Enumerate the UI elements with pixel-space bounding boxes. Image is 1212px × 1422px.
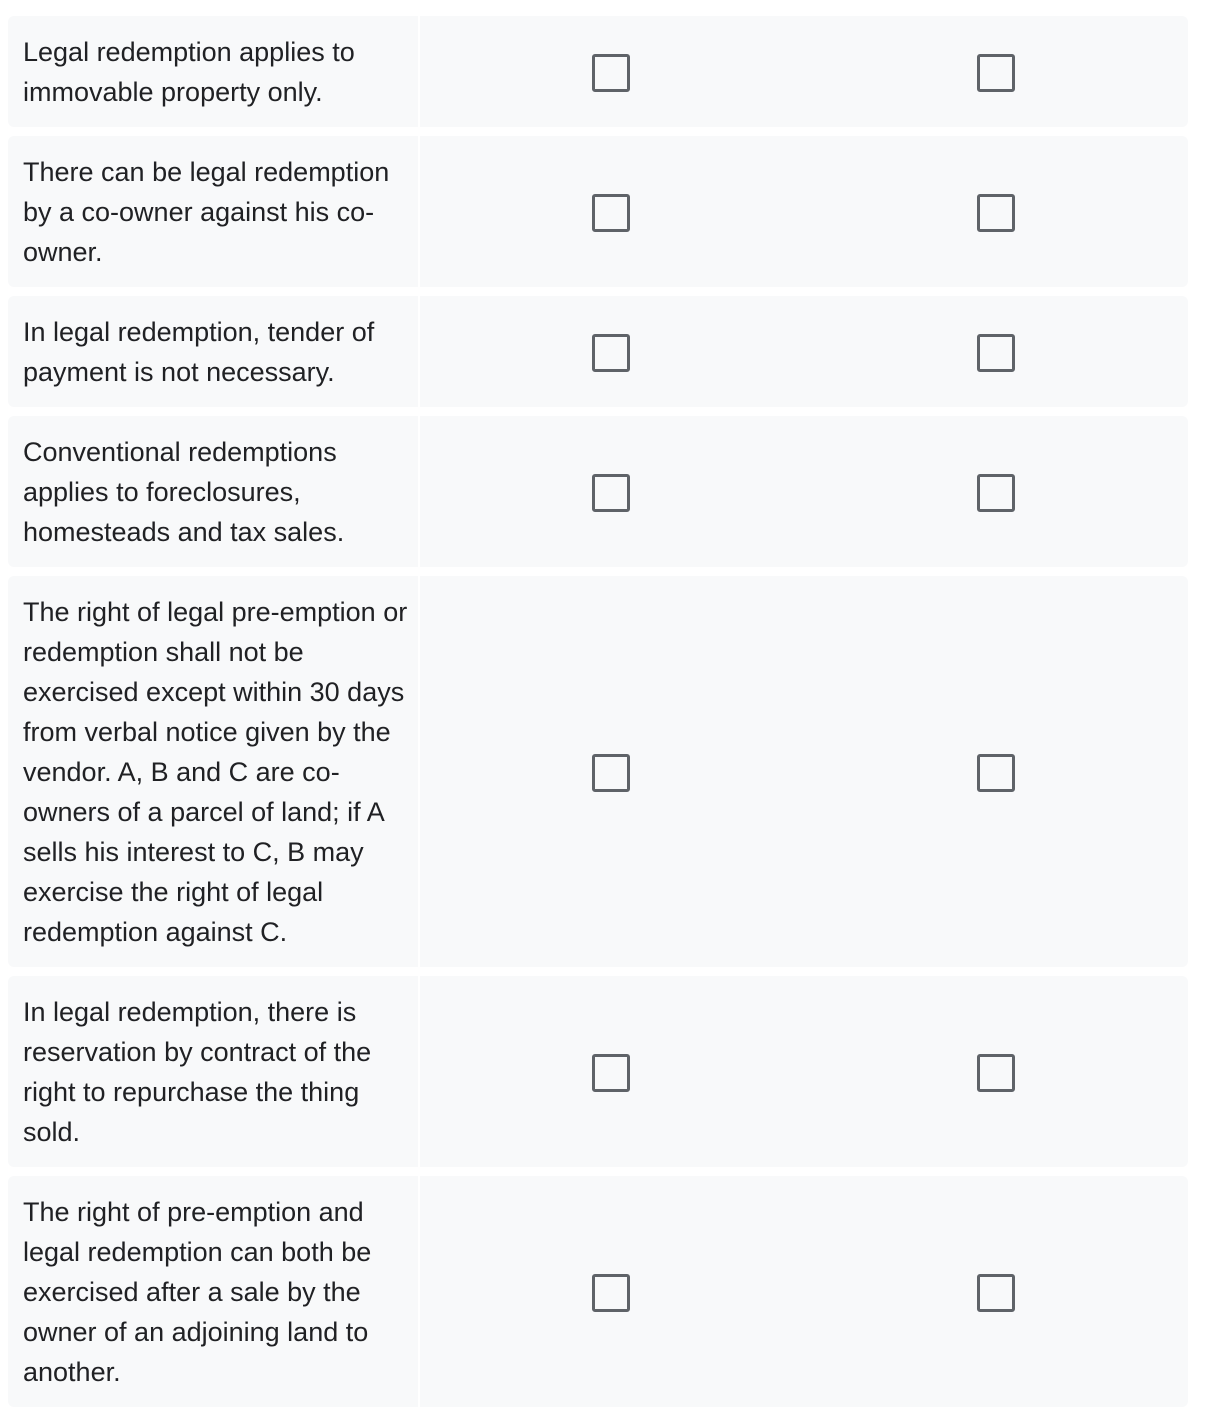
row-options bbox=[420, 416, 1188, 567]
row-label: In legal redemption, there is reservation by contract of the right to repurchase the thing sold. bbox=[8, 976, 418, 1167]
checkbox-column-2[interactable] bbox=[977, 334, 1015, 372]
checkbox-column-1[interactable] bbox=[592, 754, 630, 792]
checkbox-column-2[interactable] bbox=[977, 474, 1015, 512]
checkbox-column-1[interactable] bbox=[592, 1054, 630, 1092]
checkbox-column-2[interactable] bbox=[977, 194, 1015, 232]
row-options bbox=[420, 16, 1188, 127]
row-label: In legal redemption, tender of payment is not necessary. bbox=[8, 296, 418, 407]
checkbox-column-2[interactable] bbox=[977, 754, 1015, 792]
row-label: Legal redemption applies to immovable property only. bbox=[8, 16, 418, 127]
checkbox-column-2[interactable] bbox=[977, 1274, 1015, 1312]
checkbox-column-1[interactable] bbox=[592, 194, 630, 232]
grid-row bbox=[8, 136, 1188, 287]
grid-row bbox=[8, 1176, 1188, 1407]
row-label: There can be legal redemption by a co-owner against his co-owner. bbox=[8, 136, 418, 287]
checkbox-column-1[interactable] bbox=[592, 54, 630, 92]
checkbox-column-1[interactable] bbox=[592, 1274, 630, 1312]
row-label: Conventional redemptions applies to foreclosures, homesteads and tax sales. bbox=[8, 416, 418, 567]
checkbox-column-2[interactable] bbox=[977, 1054, 1015, 1092]
row-options bbox=[420, 976, 1188, 1167]
grid-row bbox=[8, 576, 1188, 967]
row-options bbox=[420, 136, 1188, 287]
checkbox-column-1[interactable] bbox=[592, 334, 630, 372]
row-options bbox=[420, 296, 1188, 407]
row-label: The right of legal pre-emption or redemption shall not be exercised except within 30 days from verbal notice given by the vendor. A, B and C are co-owners of a parcel of land; if A sells his interest to C, B may exercise the right of legal redemption against C. bbox=[8, 576, 418, 967]
row-options bbox=[420, 576, 1188, 967]
grid-row bbox=[8, 416, 1188, 567]
grid-row bbox=[8, 16, 1188, 127]
checkbox-column-1[interactable] bbox=[592, 474, 630, 512]
row-options bbox=[420, 1176, 1188, 1407]
row-label: The right of pre-emption and legal redemption can both be exercised after a sale by the owner of an adjoining land to another. bbox=[8, 1176, 418, 1407]
checkbox-column-2[interactable] bbox=[977, 54, 1015, 92]
grid-row bbox=[8, 976, 1188, 1167]
grid-row bbox=[8, 296, 1188, 407]
